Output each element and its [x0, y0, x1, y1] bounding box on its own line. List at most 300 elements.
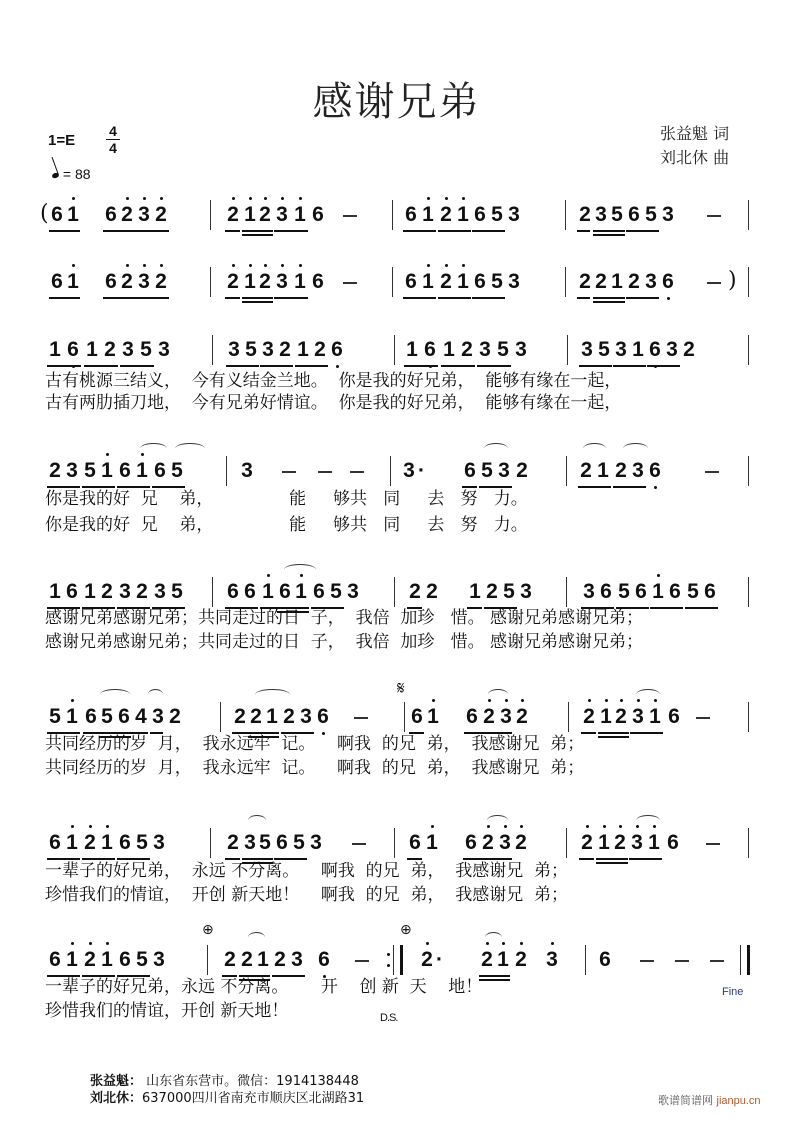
barline [210, 828, 211, 858]
note: 1 [496, 948, 510, 972]
note: 2 [234, 705, 246, 728]
note: 1 [100, 948, 114, 972]
lyric-line: 你是我的好 兄 弟， 能 够共 同 去 努 力。 [45, 489, 528, 509]
segno-icon: 𝄋 [397, 678, 405, 699]
note: 6 [49, 831, 61, 854]
note: 6 [105, 203, 117, 226]
note: 5 [101, 705, 113, 728]
note: 5 [491, 203, 503, 226]
barline [748, 828, 749, 858]
underline-eighth [84, 365, 118, 367]
note: 1 [597, 831, 611, 855]
note: 2 [461, 338, 473, 361]
slur [583, 443, 606, 454]
underline-eighth [103, 297, 169, 299]
note: 2 [409, 580, 421, 603]
note: 5 [481, 459, 493, 482]
note: 2 [426, 580, 438, 603]
note: 1 [49, 580, 61, 603]
underline-eighth [593, 297, 625, 299]
note: 2 [226, 270, 240, 294]
underline-eighth [438, 230, 471, 232]
underline-eighth [577, 297, 590, 299]
dash-sustain [343, 215, 357, 217]
note: 5 [136, 831, 148, 854]
slur [175, 443, 205, 454]
note: 5 [687, 580, 699, 603]
note: 3 [631, 705, 645, 729]
slur [487, 815, 508, 826]
note: 2 [101, 580, 113, 603]
note: 3 [347, 580, 359, 603]
note: 1 [456, 203, 470, 227]
dash-sustain [282, 471, 296, 473]
note: 2 [258, 203, 272, 227]
underline-eighth [403, 297, 436, 299]
note: 3 · [403, 459, 425, 482]
tempo-value: = 88 [62, 166, 91, 182]
note: 2 [104, 338, 116, 361]
lyric-line: 珍惜我们的情谊，开创 新天地！ [45, 1001, 289, 1021]
time-signature [106, 124, 120, 155]
note: 1 [243, 203, 257, 227]
note: 1 [426, 705, 440, 729]
note: 5 [645, 203, 657, 226]
watermark-en: jianpu.cn [716, 1095, 761, 1107]
note: 5 [49, 705, 61, 728]
underline-eighth [242, 230, 273, 232]
fine-marking: Fine [722, 986, 744, 998]
quarter-note-icon [51, 172, 59, 179]
barline [226, 456, 227, 486]
underline-sixteenth [593, 234, 625, 236]
note: 2 [154, 270, 168, 294]
barline [748, 200, 749, 230]
lyric-line: 古有桃源三结义， 今有义结金兰地。 你是我的好兄弟， 能够有缘在一起， [45, 371, 622, 391]
note: 2 [613, 831, 627, 855]
note: 6 [669, 580, 681, 603]
lyric-line: 感谢兄弟感谢兄弟；共同走过的日 子， 我倍 加珍 惜。 感谢兄弟感谢兄弟； [45, 632, 644, 652]
barline [748, 577, 749, 607]
note: 6 [661, 270, 675, 294]
note: 6 [312, 203, 324, 226]
underline-eighth [274, 230, 308, 232]
time-sig-bottom: 4 [109, 140, 117, 156]
note: 3 [545, 948, 559, 972]
note: 1 [425, 831, 439, 855]
note: 6 [65, 580, 79, 604]
note: 6 [405, 270, 417, 293]
credits [660, 122, 729, 170]
note: 6 [119, 459, 131, 482]
note: 6 [667, 831, 679, 854]
repeat-sign [387, 953, 390, 975]
note: 3 [154, 580, 166, 603]
note: 6 [105, 270, 117, 293]
lyric-line: 一辈子的好兄弟， 永远 不分离。 啊我 的兄 弟， 我感谢兄 弟； [45, 861, 569, 881]
note: 1 [65, 705, 79, 729]
note: 2 [283, 705, 295, 728]
note: 6 [118, 705, 130, 728]
note: 1 [49, 338, 61, 361]
note: 3 [153, 948, 165, 971]
note: 6 [409, 831, 421, 854]
footer-text-1: 山东省东营市。微信：1914138448 [142, 1074, 359, 1089]
note: 3 [499, 705, 513, 729]
dash-sustain [706, 843, 720, 845]
underline-eighth [438, 297, 471, 299]
watermark-cn: 歌谱简谱网 [658, 1094, 713, 1107]
slur [248, 815, 266, 826]
underline-eighth [593, 230, 625, 232]
slur [636, 689, 660, 700]
note: 1 [648, 705, 662, 729]
barline [748, 335, 749, 365]
note: 6 [279, 580, 291, 603]
note: 1 [65, 831, 79, 855]
underline-eighth [242, 297, 273, 299]
underline-sixteenth [242, 301, 273, 303]
bracket: ( [40, 201, 49, 226]
note: 3 [158, 338, 170, 361]
dash-sustain [710, 960, 724, 962]
note: 1 [135, 459, 149, 483]
dash-sustain [352, 843, 366, 845]
note: 3 [615, 338, 627, 361]
note: 3 [595, 203, 607, 226]
double-barline [393, 945, 403, 975]
footer-contacts [90, 1073, 364, 1107]
note: 3 [632, 459, 644, 482]
note: 2 [226, 203, 240, 227]
note: 5 [245, 338, 257, 361]
barline [566, 456, 567, 486]
underline-eighth [225, 297, 240, 299]
note: 1 [66, 270, 80, 294]
watermark [658, 1092, 761, 1108]
underline-eighth [613, 365, 646, 367]
underline-eighth [260, 365, 293, 367]
underline-eighth [626, 297, 659, 299]
note: 1 [84, 580, 96, 603]
dash-sustain [640, 960, 654, 962]
note: 6 [316, 705, 330, 729]
underline-eighth [120, 365, 154, 367]
note: 2 [314, 338, 326, 361]
slur [284, 564, 316, 575]
note: 3 [498, 831, 512, 855]
note: 2 [514, 948, 528, 972]
note: 1 [100, 459, 114, 483]
note: 1 [100, 831, 114, 855]
note: 1 [597, 459, 609, 482]
note: 3 [262, 338, 274, 361]
underline-eighth [225, 230, 240, 232]
key-signature: 1=E [48, 132, 76, 149]
note: 6 [119, 948, 131, 971]
note: 6 [66, 338, 80, 362]
note: 6 [411, 705, 423, 728]
underline-eighth [403, 230, 436, 232]
note: 3 [515, 338, 527, 361]
note: 6 [600, 580, 612, 603]
note: 6 [635, 580, 647, 603]
note: 2 [580, 459, 592, 482]
barline [394, 828, 395, 858]
note: 6 [465, 831, 477, 854]
note: 5 [611, 203, 623, 226]
note: 5 [330, 580, 342, 603]
note: 2 [224, 948, 236, 971]
note: 2 [227, 831, 239, 854]
note: 5 [171, 580, 183, 603]
slur [484, 443, 508, 454]
note: 6 [668, 705, 680, 728]
tempo-marking [52, 166, 91, 182]
note: 6 [51, 203, 63, 226]
barline [210, 200, 211, 230]
note: 3 [508, 270, 520, 293]
barline [404, 702, 405, 732]
note: 3 [645, 270, 657, 293]
note: 3 [66, 459, 78, 482]
barline [212, 577, 213, 607]
barline [390, 456, 391, 486]
note: 1 [86, 338, 98, 361]
underline-eighth [472, 230, 505, 232]
slur [623, 443, 648, 454]
barline [568, 702, 569, 732]
slur [100, 689, 130, 700]
note: 2 [579, 270, 591, 293]
footer-text-2: 637000四川省南充市顺庆区北湖路31 [142, 1091, 365, 1106]
note: 2 [516, 459, 528, 482]
note: 2 [683, 338, 695, 361]
barline [394, 335, 395, 365]
barline [748, 267, 749, 297]
note: 3 [275, 270, 289, 294]
underline-eighth [47, 365, 81, 367]
underline-sixteenth [242, 234, 273, 236]
note: 2 [274, 948, 286, 971]
slur [488, 689, 508, 700]
underline-eighth [647, 365, 680, 367]
note: 2 [241, 948, 253, 971]
note: 5 [598, 338, 610, 361]
dash-sustain [354, 717, 368, 719]
note: 1 [469, 580, 481, 603]
underline-eighth [441, 365, 475, 367]
barline [565, 200, 566, 230]
footer-name-2: 刘北休： [90, 1091, 143, 1106]
note: 3 [508, 203, 520, 226]
note: 3 [244, 831, 256, 854]
note: 2 [481, 831, 495, 855]
note: 3 [662, 203, 674, 226]
note: 4 [135, 705, 147, 728]
note: 1 [421, 203, 435, 227]
note: 3 [153, 831, 165, 854]
note: 2 [480, 948, 494, 972]
bracket: ) [728, 268, 737, 293]
note: 5 [140, 338, 152, 361]
note: 6 [466, 705, 478, 728]
underline-eighth [49, 297, 80, 299]
note: 6 [599, 948, 611, 971]
note: 2 [169, 705, 181, 728]
note: 3 [630, 831, 644, 855]
note: 6 [474, 270, 486, 293]
note: 1 [257, 948, 269, 971]
note: 2 [120, 203, 134, 227]
note: 6 [312, 270, 324, 293]
barline [392, 200, 393, 230]
note: 3 [228, 338, 240, 361]
note: 1 [632, 338, 644, 361]
note: 2 [250, 705, 262, 728]
note: 2 [120, 270, 134, 294]
note: 5 [293, 831, 305, 854]
note: 3 [137, 203, 151, 227]
lyric-line: 你是我的好 兄 弟， 能 够共 同 去 努 力。 [45, 515, 528, 535]
note: 5 [259, 831, 271, 854]
dash-sustain [707, 282, 721, 284]
note: 2 [83, 831, 97, 855]
time-sig-top: 4 [109, 123, 117, 139]
note: 2 [482, 705, 496, 729]
barline [394, 577, 395, 607]
note: 3 [310, 831, 322, 854]
note: 1 [443, 338, 455, 361]
note: 2 [439, 270, 453, 294]
note: 6 [85, 705, 97, 728]
note: 2 [49, 459, 61, 482]
note: 2 [136, 580, 148, 603]
note: 6 [49, 948, 61, 971]
dash-sustain [355, 960, 369, 962]
note: 1 [611, 270, 623, 293]
barline [748, 456, 749, 486]
note: 3 [119, 580, 131, 603]
lyric-line: 共同经历的岁 月， 我永远牢 记。 啊我 的兄 弟， 我感谢兄 弟； [45, 758, 585, 778]
note: 1 [243, 270, 257, 294]
ds-marking: D.S. [380, 1012, 398, 1024]
note: 2 · [420, 948, 434, 972]
lyric-line: 感谢兄弟感谢兄弟；共同走过的日 子， 我倍 加珍 惜。 感谢兄弟感谢兄弟； [45, 608, 644, 628]
footer-name-1: 张益魁： [90, 1074, 143, 1089]
note: 6 [423, 338, 437, 362]
note: 2 [628, 270, 640, 293]
note: 3 [122, 338, 134, 361]
note: 6 [317, 948, 331, 972]
note: 5 [497, 338, 509, 361]
barline [585, 945, 586, 975]
barline [212, 335, 213, 365]
note: 1 [647, 831, 661, 855]
dash-sustain [705, 471, 719, 473]
note: 6 [474, 203, 486, 226]
note: 3 [581, 338, 593, 361]
note: 2 [582, 705, 596, 729]
note: 6 [628, 203, 640, 226]
composer: 刘北休 曲 [660, 148, 730, 167]
barline [392, 267, 393, 297]
note: 3 [479, 338, 491, 361]
note: 1 [421, 270, 435, 294]
note: 5 [171, 459, 183, 482]
note: 3 [520, 580, 532, 603]
note: 2 [514, 831, 528, 855]
note: 3 [666, 338, 678, 361]
barline [565, 267, 566, 297]
underline-eighth [295, 365, 328, 367]
slur [485, 932, 502, 943]
note: 1 [261, 580, 275, 604]
note: 6 [464, 459, 476, 482]
note: 6 [244, 580, 256, 603]
barline [566, 828, 567, 858]
note: 3 [291, 948, 303, 971]
song-title: 感谢兄弟 [312, 79, 481, 125]
note: 2 [83, 948, 97, 972]
note: 5 [136, 948, 148, 971]
note: 1 [406, 338, 418, 361]
note: 1 [297, 338, 309, 361]
slur [248, 932, 265, 943]
note: 2 [439, 203, 453, 227]
note: 3 [137, 270, 151, 294]
note: 1 [293, 270, 307, 294]
barline [220, 702, 221, 732]
note: 5 [503, 580, 515, 603]
lyric-line: 共同经历的岁 月， 我永远牢 记。 啊我 的兄 弟， 我感谢兄 弟； [45, 734, 585, 754]
slur [148, 689, 163, 700]
note: 3 [498, 459, 510, 482]
lyric-line: 珍惜我们的情谊， 开创 新天地！ 啊我 的兄 弟， 我感谢兄 弟； [45, 885, 569, 905]
note: 1 [65, 948, 79, 972]
slur [140, 443, 167, 454]
dash-sustain [350, 471, 364, 473]
slur [636, 815, 660, 826]
note: 6 [648, 459, 662, 483]
note: 6 [154, 459, 166, 482]
dash-sustain [696, 717, 710, 719]
note: 1 [266, 705, 278, 728]
underline-eighth [579, 365, 612, 367]
barline [207, 945, 208, 975]
note: 2 [515, 705, 529, 729]
lyricist: 张益魁 词 [660, 124, 730, 143]
note: 1 [293, 203, 307, 227]
slur [255, 689, 290, 700]
note: 3 [583, 580, 595, 603]
underline-eighth [626, 230, 659, 232]
dash-sustain [318, 471, 332, 473]
dash-sustain [707, 215, 721, 217]
note: 6 [313, 580, 325, 603]
note: 2 [615, 459, 627, 482]
note: 1 [651, 580, 665, 604]
underline-sixteenth [593, 301, 625, 303]
underline-eighth [577, 230, 590, 232]
double-barline [740, 945, 750, 975]
lyric-line: 一辈子的好兄弟，永远 不分离。 开 创 新 天 地！ [45, 977, 483, 997]
note: 5 [491, 270, 503, 293]
note: 1 [294, 580, 308, 604]
underline-eighth [49, 230, 80, 232]
underline-eighth [477, 365, 511, 367]
dash-sustain [343, 282, 357, 284]
